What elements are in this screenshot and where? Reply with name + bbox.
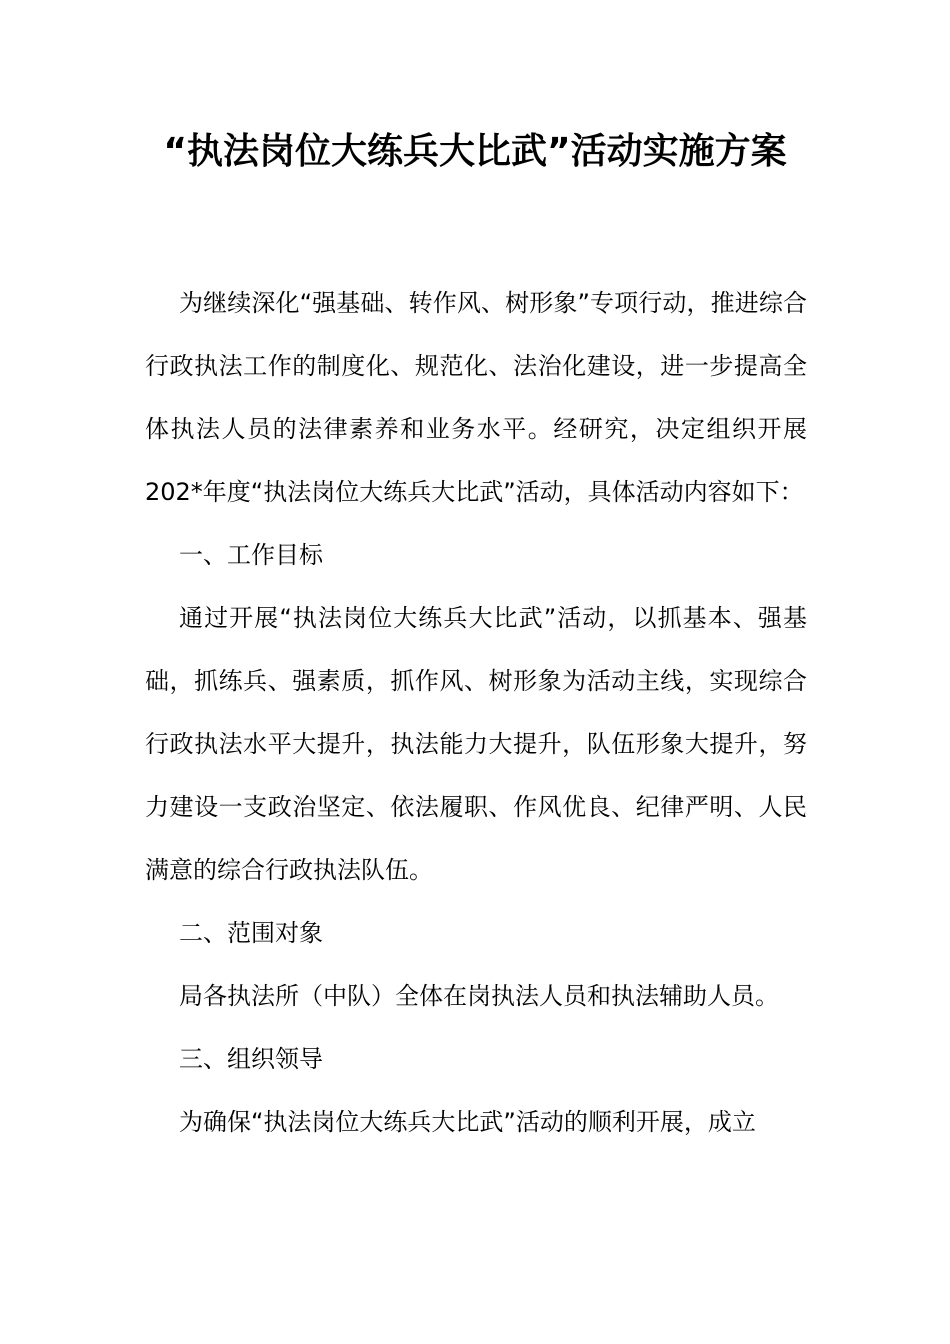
intro-paragraph: 为继续深化“强基础、转作风、树形象”专项行动，推进综合行政执法工作的制度化、规范化、法治化建设，进一步提高全体执法人员的法律素养和业务水平。经研究，决定组织开展202*年度“执法岗位大练兵大比武”活动，具体活动内容如下： [145,289,807,506]
leadership-paragraph: 为确保“执法岗位大练兵大比武”活动的顺利开展，成立 [179,1108,756,1136]
section-heading-scope: 二、范围对象 [179,919,323,947]
document-title: “执法岗位大练兵大比武”活动实施方案 [163,131,787,172]
section-heading-leadership: 三、组织领导 [179,1045,323,1073]
document-body [145,272,807,1154]
goals-paragraph: 通过开展“执法岗位大练兵大比武”活动，以抓基本、强基础，抓练兵、强素质，抓作风、树形象为活动主线，实现综合行政执法水平大提升，执法能力大提升，队伍形象大提升，努力建设一支政治坚定、依法履职、作风优良、纪律严明、人民满意的综合行政执法队伍。 [145,604,807,884]
scope-paragraph: 局各执法所（中队）全体在岗执法人员和执法辅助人员。 [179,982,779,1010]
section-heading-goals: 一、工作目标 [179,541,323,569]
